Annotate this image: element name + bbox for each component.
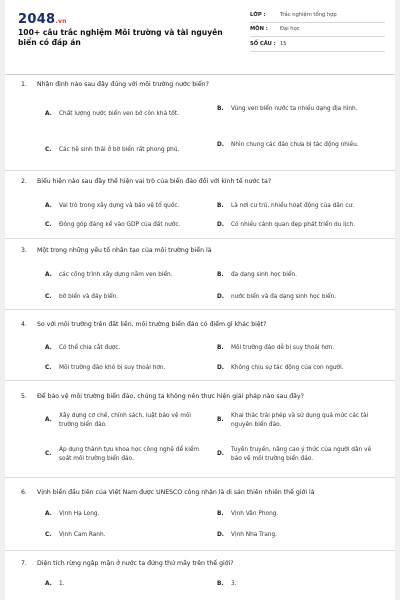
option-letter: C.	[45, 365, 52, 371]
document-page	[5, 0, 395, 600]
meta-table	[250, 8, 385, 52]
question-separator	[5, 238, 395, 239]
option-letter: B.	[217, 511, 224, 517]
option-text: 1.	[59, 581, 65, 587]
option-d[interactable]	[217, 364, 385, 373]
meta-row-subject	[250, 23, 385, 38]
meta-row-class	[250, 8, 385, 23]
option-letter: D.	[217, 365, 225, 371]
meta-label: MÔN :	[250, 26, 268, 33]
question-number: 1.	[21, 81, 27, 88]
option-letter: A.	[45, 272, 52, 278]
option-text: Chất lượng nước biển ven bờ còn khá tốt.	[59, 111, 179, 117]
option-letter: A.	[45, 581, 52, 587]
option-a[interactable]	[45, 271, 213, 280]
question-number: 3.	[21, 247, 27, 254]
question-separator	[5, 380, 395, 381]
question-text	[21, 392, 381, 401]
option-c[interactable]	[45, 364, 213, 373]
option-text: Khai thác trái phép và sử dụng quá mức các tài nguyên biển đảo.	[231, 413, 369, 428]
option-letter: D.	[217, 222, 225, 228]
question-stem: Biểu hiện nào sau đây thể hiện vai trò của biển đảo đối với kinh tế nước ta?	[37, 178, 272, 185]
option-b[interactable]	[217, 580, 377, 589]
option-text: nước biển và đa dạng sinh học biển.	[231, 294, 337, 300]
option-text: Là nơi cư trú, nhiều hoạt động của dân cư.	[231, 203, 355, 209]
option-text: Không chịu sự tác động của con người.	[231, 365, 344, 371]
question-stem: Để bảo vệ môi trường biển đảo, chúng ta không nên thực hiện giải pháp nào sau đây?	[37, 393, 304, 400]
option-letter: B.	[217, 417, 224, 424]
question-stem: Nhận định nào sau đây đúng với môi trường nước biển?	[37, 81, 209, 88]
document-header	[5, 0, 395, 68]
question-text	[21, 246, 381, 255]
meta-value: Trắc nghiệm tổng hợp	[280, 11, 337, 18]
option-text: Xây dựng cơ chế, chính sách, luật bảo vệ môi trường biển đảo.	[59, 413, 192, 428]
option-letter: A.	[45, 511, 52, 517]
option-letter: B.	[217, 581, 224, 587]
option-c[interactable]	[45, 446, 210, 463]
option-b[interactable]	[217, 510, 377, 519]
question-separator	[5, 309, 395, 310]
meta-label: SỐ CÂU :	[250, 40, 276, 47]
option-b[interactable]	[217, 344, 385, 353]
question-number: 5.	[21, 393, 27, 400]
option-letter: D.	[217, 451, 225, 458]
option-letter: C.	[45, 147, 52, 153]
question-text	[21, 320, 381, 329]
meta-value: Đại học	[280, 26, 300, 33]
option-b[interactable]	[217, 105, 372, 114]
question-number: 7.	[21, 560, 27, 567]
option-text: Nhìn chung các đảo chưa bị tác động nhiều.	[231, 142, 359, 148]
question-stem: So với môi trường trên đất liền, môi trường biển đảo có điểm gì khác biệt?	[37, 321, 267, 328]
option-text: Có nhiều cảnh quan đẹp phát triển du lịch.	[231, 222, 356, 228]
site-logo[interactable]	[18, 12, 67, 27]
option-letter: C.	[45, 294, 52, 300]
option-c[interactable]	[45, 221, 213, 230]
option-letter: B.	[217, 203, 224, 209]
question-number: 4.	[21, 321, 27, 328]
question-separator	[5, 477, 395, 478]
question-number: 6.	[21, 489, 27, 496]
option-b[interactable]	[217, 202, 387, 211]
option-text: Môi trường đảo dễ bị suy thoái hơn.	[231, 345, 335, 351]
document-title: 100+ câu trắc nghiệm Môi trường và tài nguyên biển có đáp án	[18, 28, 223, 47]
option-d[interactable]	[217, 221, 387, 230]
option-letter: A.	[45, 203, 52, 209]
option-letter: C.	[45, 451, 52, 458]
option-text: Đóng góp đáng kể vào GDP của đất nước.	[59, 222, 181, 228]
option-c[interactable]	[45, 146, 213, 155]
option-letter: A.	[45, 111, 52, 117]
option-letter: A.	[45, 417, 52, 424]
option-d[interactable]	[217, 141, 372, 150]
question-stem: Diện tích rừng ngập mặn ở nước ta đứng thứ mấy trên thế giới?	[37, 560, 234, 567]
meta-value: 15	[280, 40, 287, 47]
option-text: đa dạng sinh học biển.	[231, 272, 297, 278]
option-a[interactable]	[45, 110, 213, 119]
question-text	[21, 559, 381, 568]
option-a[interactable]	[45, 412, 210, 429]
option-letter: B.	[217, 272, 224, 278]
option-letter: D.	[217, 532, 225, 538]
option-text: Có thể chia cắt được.	[59, 345, 121, 351]
option-letter: C.	[45, 222, 52, 228]
option-text: các công trình xây dựng nằm ven biển.	[59, 272, 173, 278]
question-text	[21, 177, 381, 186]
option-letter: D.	[217, 142, 225, 148]
option-b[interactable]	[217, 412, 382, 429]
option-b[interactable]	[217, 271, 377, 280]
option-letter: A.	[45, 345, 52, 351]
option-text: Môi trường đảo khó bị suy thoái hơn.	[59, 365, 166, 371]
option-c[interactable]	[45, 531, 213, 540]
question-text	[21, 80, 381, 89]
option-text: Vịnh Cam Ranh.	[59, 532, 106, 538]
option-text: Vịnh Vân Phong.	[231, 511, 279, 517]
option-a[interactable]	[45, 202, 213, 211]
option-d[interactable]	[217, 446, 382, 463]
option-text: 3.	[231, 581, 237, 587]
option-a[interactable]	[45, 510, 213, 519]
meta-row-count	[250, 37, 385, 52]
header-divider	[5, 74, 395, 75]
option-text: Tuyên truyền, nâng cao ý thức của người dân về bảo vệ môi trường biển đảo.	[231, 447, 372, 462]
option-text: Vịnh Nha Trang.	[231, 532, 277, 538]
option-a[interactable]	[45, 344, 213, 353]
option-letter: B.	[217, 345, 224, 351]
logo-tld: .vn	[55, 18, 67, 25]
option-letter: B.	[217, 106, 224, 112]
option-d[interactable]	[217, 293, 377, 302]
logo-text: 2048	[18, 12, 56, 27]
option-text: bờ biển và đáy biển.	[59, 294, 119, 300]
meta-label: LỚP :	[250, 11, 266, 18]
option-text: Vịnh Hạ Long.	[59, 511, 100, 517]
option-letter: D.	[217, 294, 225, 300]
question-stem: Một trong những yếu tố nhân tạo của môi trường biển là	[37, 247, 212, 254]
question-stem: Vịnh biển đầu tiên của Việt Nam được UNESCO công nhận là di sản thiên nhiên thế giới là	[37, 489, 315, 496]
option-text: Vai trò trong xây dựng và bảo vệ tổ quốc.	[59, 203, 180, 209]
option-text: Vùng ven biển nước ta nhiều dạng địa hình.	[231, 106, 358, 112]
option-c[interactable]	[45, 293, 213, 302]
option-letter: C.	[45, 532, 52, 538]
option-a[interactable]	[45, 580, 213, 589]
question-text	[21, 488, 381, 497]
option-text: Các hệ sinh thái ở bờ biển rất phong phú.	[59, 147, 180, 153]
question-separator	[5, 170, 395, 171]
question-separator	[5, 550, 395, 551]
question-number: 2.	[21, 178, 27, 185]
option-d[interactable]	[217, 531, 377, 540]
option-text: Áp dụng thành tựu khoa học công nghệ để kiểm soát môi trường biển đảo.	[59, 447, 200, 462]
